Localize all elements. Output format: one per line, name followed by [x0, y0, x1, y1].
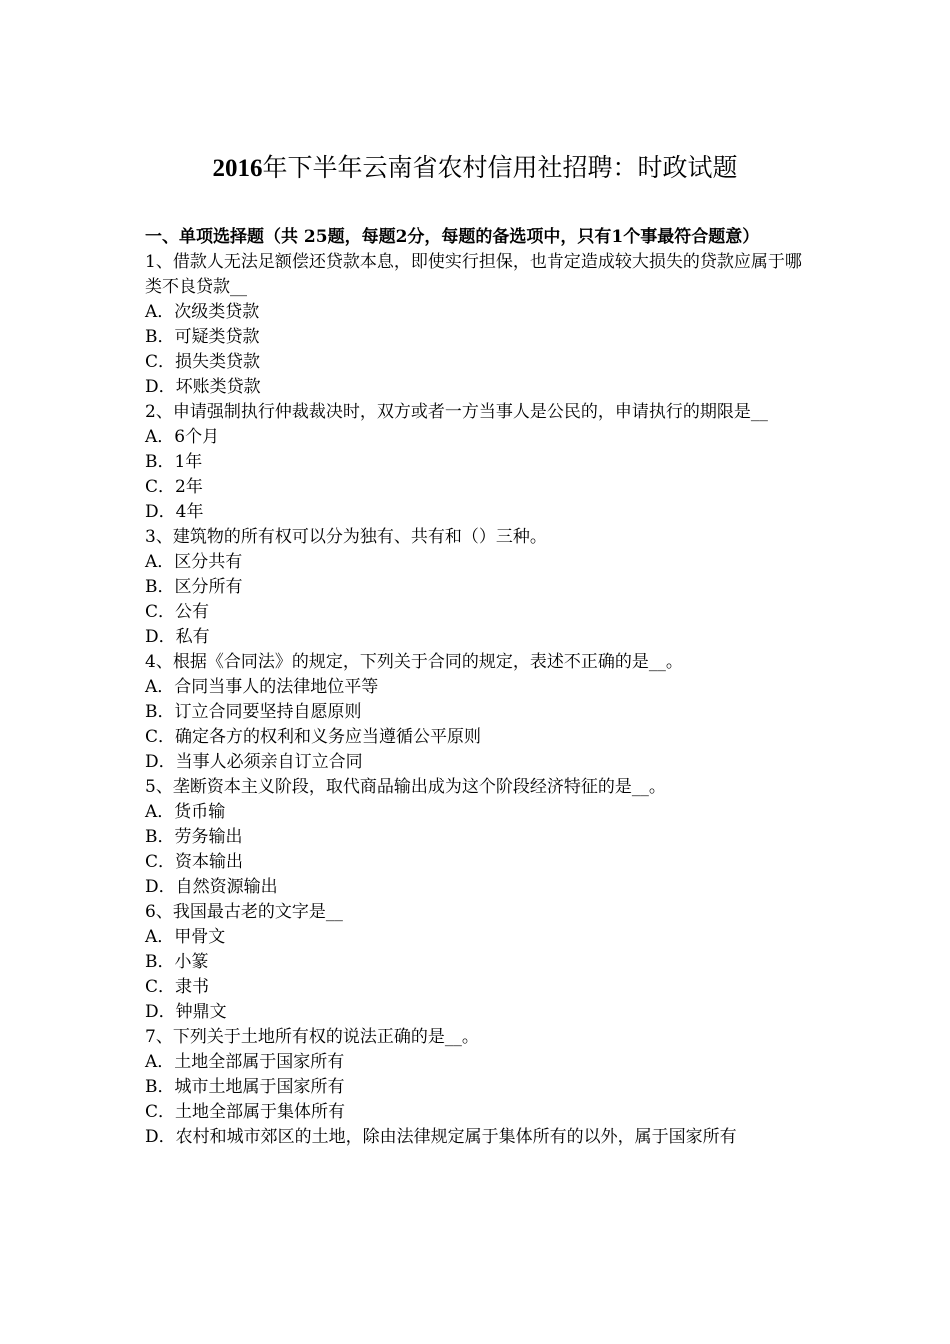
question-option: B．订立合同要坚持自愿原则	[145, 702, 362, 722]
question-option: B．区分所有	[145, 577, 243, 597]
question-option: A．货币输	[145, 802, 226, 822]
question-option: D．当事人必须亲自订立合同	[145, 752, 363, 772]
document-title	[0, 150, 950, 187]
title-year: 2016	[212, 155, 263, 182]
question-option: B．城市土地属于国家所有	[145, 1077, 345, 1097]
question-option: A．区分共有	[145, 552, 243, 572]
question-stem: 6、我国最古老的文字是__	[145, 902, 343, 922]
question-stem: 2、申请强制执行仲裁裁决时，双方或者一方当事人是公民的，申请执行的期限是__	[145, 402, 768, 422]
question-option: D．私有	[145, 627, 210, 647]
question-option: A．6个月	[145, 427, 220, 447]
question-option: C．损失类贷款	[145, 352, 261, 372]
question-option: D．自然资源输出	[145, 877, 278, 897]
question-option: B．劳务输出	[145, 827, 243, 847]
question-option: A．土地全部属于国家所有	[145, 1052, 345, 1072]
question-option: C．隶书	[145, 977, 210, 997]
document-content	[145, 225, 810, 1150]
question-option: A．合同当事人的法律地位平等	[145, 677, 379, 697]
question-option: D．坏账类贷款	[145, 377, 261, 397]
question-stem: 5、垄断资本主义阶段，取代商品输出成为这个阶段经济特征的是__。	[145, 777, 666, 797]
question-stem: 3、建筑物的所有权可以分为独有、共有和（）三种。	[145, 527, 547, 547]
question-option: D．钟鼎文	[145, 1002, 227, 1022]
question-option: C．公有	[145, 602, 210, 622]
question-option: A．次级类贷款	[145, 302, 260, 322]
question-option: A．甲骨文	[145, 927, 226, 947]
question-option: C．资本输出	[145, 852, 244, 872]
question-option: B．可疑类贷款	[145, 327, 260, 347]
title-text: 年下半年云南省农村信用社招聘：时政试题	[262, 153, 738, 182]
question-option: B．小篆	[145, 952, 209, 972]
question-option: D．4年	[145, 502, 204, 522]
question-stem: 4、根据《合同法》的规定，下列关于合同的规定，表述不正确的是__。	[145, 652, 683, 672]
question-option: D．农村和城市郊区的土地，除由法律规定属于集体所有的以外，属于国家所有	[145, 1127, 737, 1147]
section-heading: 一、单项选择题（共 25题，每题2分，每题的备选项中，只有1个事最符合题意）	[145, 227, 760, 247]
question-option: C．土地全部属于集体所有	[145, 1102, 346, 1122]
question-option: C．2年	[145, 477, 203, 497]
question-option: C．确定各方的权利和义务应当遵循公平原则	[145, 727, 482, 747]
question-stem: 7、下列关于土地所有权的说法正确的是__。	[145, 1027, 479, 1047]
question-option: B．1年	[145, 452, 203, 472]
question-stem: 1、借款人无法足额偿还贷款本息，即使实行担保，也肯定造成较大损失的贷款应属于哪类不良贷款__	[145, 252, 802, 297]
question-list	[145, 250, 810, 1150]
